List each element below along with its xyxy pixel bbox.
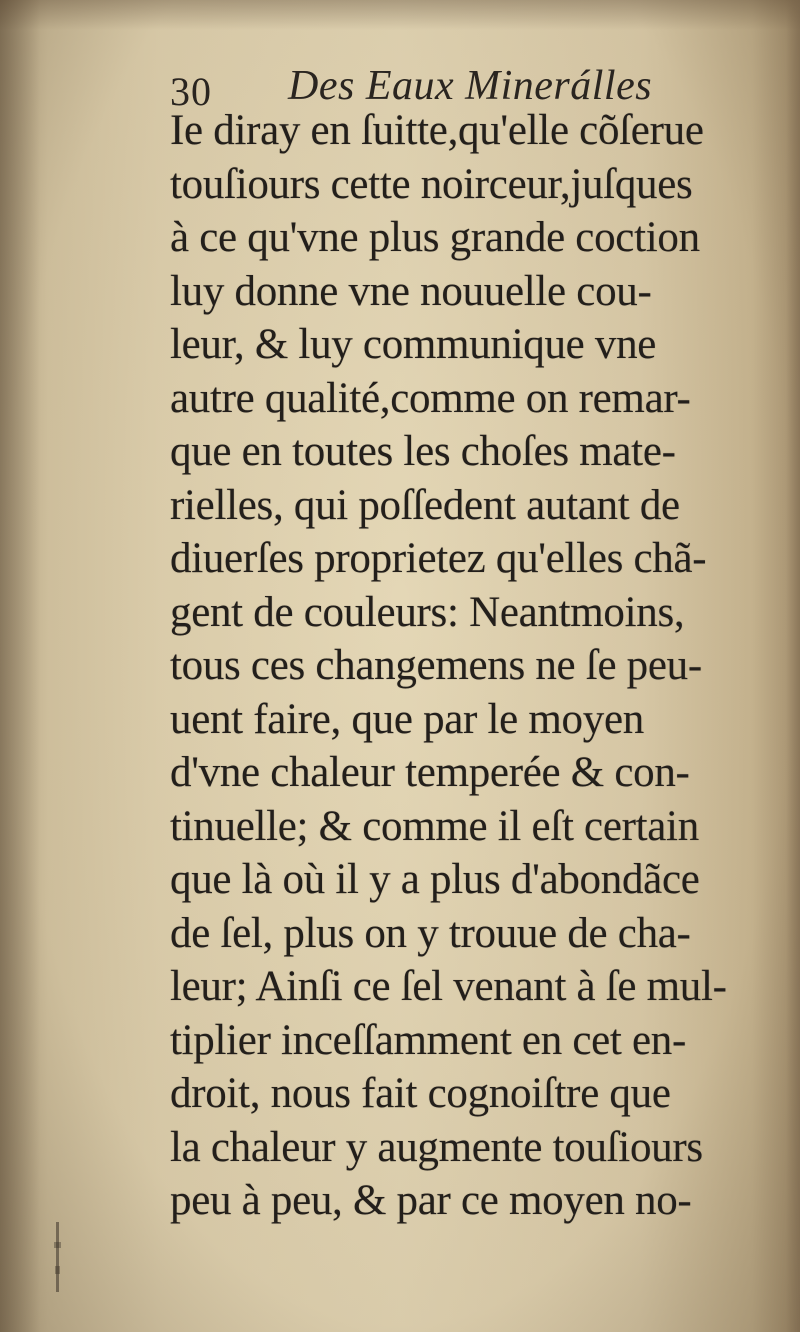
text-line: autre qualité,comme on remar-	[170, 374, 691, 422]
text-line: touſiours cette noirceur,juſques	[170, 160, 693, 208]
top-edge-shadow	[0, 0, 800, 30]
text-line: leur, & luy communique vne	[170, 321, 657, 368]
text-line: tinuelle; & comme il eſt certain	[170, 802, 699, 850]
text-line: que là où il y a plus d'abondãce	[170, 856, 700, 903]
text-line: à ce qu'vne plus grande coction	[170, 214, 700, 261]
text-line: Ie diray en ſuitte,qu'elle cõſerue	[170, 107, 704, 154]
running-title: Des Eaux Minerálles	[288, 63, 653, 109]
page-edge	[786, 0, 800, 1332]
page-number: 30	[170, 69, 212, 114]
gutter-shadow	[0, 0, 40, 1332]
text-line: gent de couleurs: Neantmoins,	[170, 588, 685, 636]
text-line: la chaleur y augmente touſiours	[170, 1123, 703, 1171]
text-line: peu à peu, & par ce moyen no-	[170, 1177, 692, 1224]
text-line: uent faire, que par le moyen	[170, 695, 644, 743]
text-line: droit, nous fait cognoiſtre que	[170, 1070, 671, 1117]
text-line: tiplier inceſſamment en cet en-	[170, 1016, 687, 1064]
text-line: leur; Ainſi ce ſel venant à ſe mul-	[170, 963, 727, 1010]
text-line: que en toutes les choſes mate-	[170, 428, 676, 475]
body-text	[170, 104, 770, 1228]
text-line: tous ces changemens ne ſe peu-	[170, 642, 702, 689]
text-line: d'vne chaleur temperée & con-	[170, 749, 690, 796]
text-line: rielles, qui poſſedent autant de	[170, 481, 680, 529]
margin-ink-mark	[52, 1222, 64, 1292]
text-line: diuerſes proprietez qu'elles chã-	[170, 535, 707, 582]
text-line: de ſel, plus on y trouue de cha-	[170, 909, 691, 957]
text-line: luy donne vne nouuelle cou-	[170, 267, 652, 315]
